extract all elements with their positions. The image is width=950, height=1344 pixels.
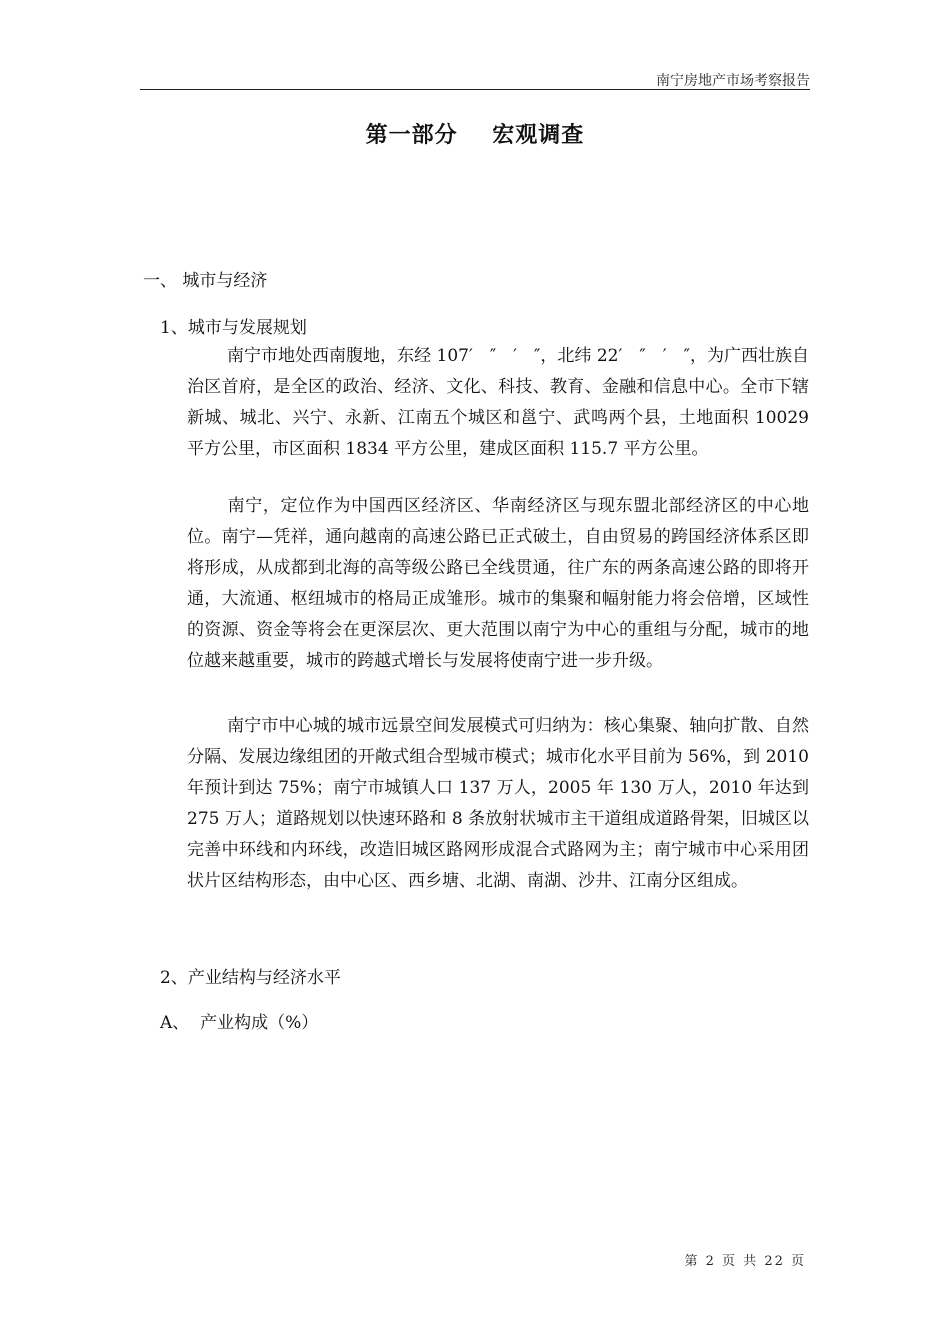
page-number: 第 2 页 共 22 页 [684,1254,806,1269]
section-heading: 一、 城市与经济 [143,271,268,291]
subsection-heading: 1、城市与发展规划 [160,318,307,338]
subsection-heading: 2、产业结构与经济水平 [160,968,341,988]
header-divider [140,89,810,90]
subsubsection-heading: A、 产业构成（%） [160,1013,319,1033]
running-header: 南宁房地产市场考察报告 [656,73,810,89]
page-title: 第一部分 宏观调查 [365,123,585,148]
paragraph: 南宁市中心城的城市远景空间发展模式可归纳为：核心集聚、轴向扩散、自然分隔、发展边缘组团的开敞式组合型城市模式；城市化水平目前为 56%，到 2010 年预计到达 75%；南宁市城镇人口 137 万人，2005 年 130 万人，2010 年达到 275 万人；道路规划以快速环路和 8 条放射状城市主干道组成道路骨架，旧城区以完善中环线和内环线，改造旧城区路网形成混合式路网为主；南宁城市中心采用团状片区结构形态，由中心区、西乡塘、北湖、南湖、沙井、江南分区组成。 [187,716,809,891]
paragraph: 南宁，定位作为中国西区经济区、华南经济区与现东盟北部经济区的中心地位。南宁—凭祥，通向越南的高速公路已正式破土，自由贸易的跨国经济体系区即将形成，从成都到北海的高等级公路已全线贯通，往广东的两条高速公路的即将开通，大流通、枢纽城市的格局正成雏形。城市的集聚和幅射能力将会倍增，区域性的资源、资金等将会在更深层次、更大范围以南宁为中心的重组与分配，城市的地位越来越重要，城市的跨越式增长与发展将使南宁进一步升级。 [187,496,809,671]
paragraph: 南宁市地处西南腹地，东经 107′ ″ ′ ″，北纬 22′ ″ ′ ″，为广西壮族自治区首府，是全区的政治、经济、文化、科技、教育、金融和信息中心。全市下辖新城、城北、兴宁、永新、江南五个城区和邕宁、武鸣两个县，土地面积 10029 平方公里，市区面积 1834 平方公里，建成区面积 115.7 平方公里。 [187,346,809,459]
